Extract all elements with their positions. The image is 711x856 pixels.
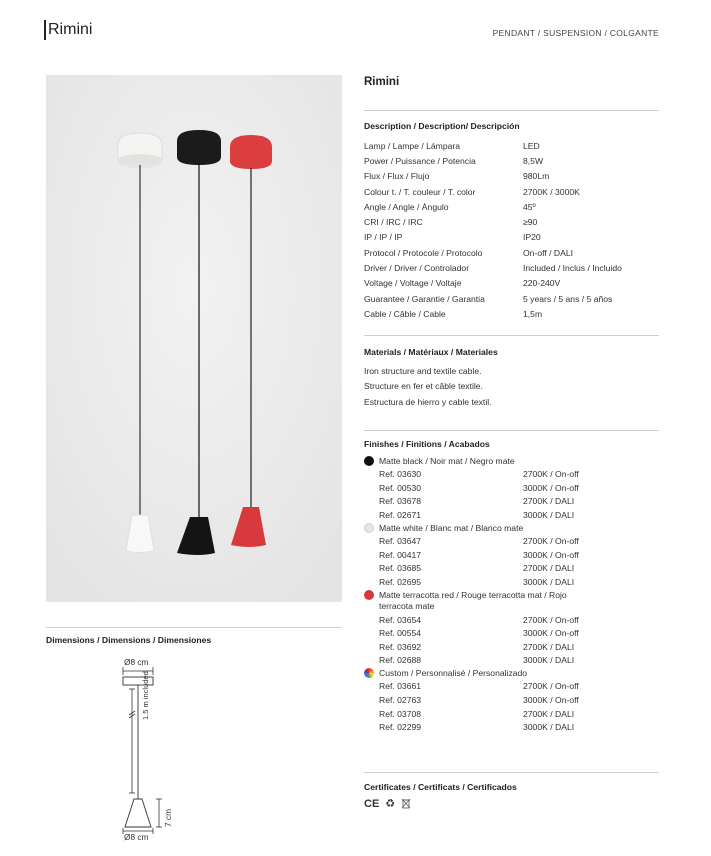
materials-text xyxy=(364,364,492,410)
spec-value: 220-240V xyxy=(523,278,561,289)
ref-code: Ref. 03708 xyxy=(379,708,422,719)
spec-value: ≥90 xyxy=(523,217,538,228)
finish-name: Matte terracotta red / Rouge terracotta mat / Rojo terracota mate xyxy=(379,589,567,612)
materials-title: Materials / Matériaux / Materiales xyxy=(364,347,498,357)
spec-label: Driver / Driver / Controlador xyxy=(364,263,470,274)
finishes-title: Finishes / Finitions / Acabados xyxy=(364,439,490,449)
ref-spec: 2700K / DALI xyxy=(523,563,575,574)
spec-label: Cable / Câble / Cable xyxy=(364,308,446,319)
finish-name: Custom / Personnalisé / Personalizado xyxy=(379,668,528,679)
spec-table xyxy=(364,138,622,322)
spec-label: CRI / IRC / IRC xyxy=(364,217,423,228)
spec-row xyxy=(364,153,622,168)
page-title: Rimini xyxy=(44,20,92,40)
ref-spec: 3000K / On-off xyxy=(523,628,579,639)
spec-value: 8,5W xyxy=(523,155,544,166)
ref-code: Ref. 02688 xyxy=(379,655,422,666)
ref-code: Ref. 02695 xyxy=(379,576,422,587)
shade-height-label: 7 cm xyxy=(163,809,173,827)
ref-code: Ref. 03685 xyxy=(379,563,422,574)
finishes-list xyxy=(364,456,664,735)
ref-row xyxy=(364,626,664,640)
spec-value: 5 years / 5 ans / 5 años xyxy=(523,293,613,304)
materials-line: Iron structure and textile cable. xyxy=(364,366,482,376)
spec-value: On-off / DALI xyxy=(523,247,573,258)
spec-row xyxy=(364,184,622,199)
divider xyxy=(364,772,659,773)
spec-value: IP20 xyxy=(523,232,541,243)
ref-row xyxy=(364,548,664,562)
ref-row xyxy=(364,534,664,548)
spec-value: 1,5m xyxy=(523,308,543,319)
ref-spec: 2700K / On-off xyxy=(523,614,579,625)
ref-spec: 2700K / DALI xyxy=(523,496,575,507)
spec-row xyxy=(364,169,622,184)
ref-row xyxy=(364,654,664,668)
finish-group xyxy=(364,456,664,522)
spec-label: Voltage / Voltage / Voltaje xyxy=(364,278,462,289)
color-swatch-icon xyxy=(364,668,374,678)
spec-row xyxy=(364,245,622,260)
color-swatch-icon xyxy=(364,456,374,466)
finish-group xyxy=(364,523,664,589)
ref-spec: 2700K / On-off xyxy=(523,536,579,547)
ref-code: Ref. 03654 xyxy=(379,614,422,625)
finish-header xyxy=(364,523,664,535)
finish-name: Matte black / Noir mat / Negro mate xyxy=(379,456,515,466)
ref-code: Ref. 03630 xyxy=(379,469,422,480)
ref-row xyxy=(364,495,664,509)
category-label: PENDANT / SUSPENSION / COLGANTE xyxy=(492,28,659,38)
ref-code: Ref. 02299 xyxy=(379,722,422,733)
ref-code: Ref. 02671 xyxy=(379,510,422,521)
canopy-diameter-label: Ø8 cm xyxy=(124,657,149,667)
divider xyxy=(364,430,659,431)
ref-spec: 3000K / DALI xyxy=(523,510,575,521)
ref-row xyxy=(364,640,664,654)
materials-line: Structure en fer et câble textile. xyxy=(364,381,483,392)
ref-spec: 3000K / On-off xyxy=(523,482,579,493)
spec-row xyxy=(364,260,622,275)
spec-value: LED xyxy=(523,140,540,151)
product-name: Rimini xyxy=(364,76,400,88)
ref-row xyxy=(364,680,664,694)
finish-group xyxy=(364,668,664,734)
finish-group xyxy=(364,590,664,667)
weee-bin-icon xyxy=(401,798,411,809)
ref-row xyxy=(364,707,664,721)
cable-length-label: 1.5 m included xyxy=(141,671,150,720)
ref-row xyxy=(364,613,664,627)
spec-value: 45º xyxy=(523,201,536,212)
spec-label: Angle / Angle / Ángulo xyxy=(364,201,449,212)
ref-spec: 3000K / DALI xyxy=(523,576,575,587)
spec-value: 980Lm xyxy=(523,171,550,182)
ref-code: Ref. 00530 xyxy=(379,482,422,493)
spec-row xyxy=(364,291,622,306)
ref-row xyxy=(364,468,664,482)
ref-spec: 2700K / On-off xyxy=(523,681,579,692)
ref-spec: 3000K / DALI xyxy=(523,722,575,733)
spec-row xyxy=(364,230,622,245)
ref-spec: 2700K / DALI xyxy=(523,641,575,652)
ref-spec: 3000K / On-off xyxy=(523,549,579,560)
ref-code: Ref. 03678 xyxy=(379,496,422,507)
shade-diameter-label: Ø8 cm xyxy=(124,832,149,842)
ref-spec: 3000K / DALI xyxy=(523,655,575,666)
ref-row xyxy=(364,720,664,734)
spec-label: IP / IP / IP xyxy=(364,232,403,243)
dimension-drawing xyxy=(110,665,180,845)
spec-row xyxy=(364,214,622,229)
ref-row xyxy=(364,575,664,589)
ref-spec: 3000K / On-off xyxy=(523,695,579,706)
divider xyxy=(364,110,659,111)
ref-row xyxy=(364,508,664,522)
ref-row xyxy=(364,562,664,576)
finish-header xyxy=(364,590,664,613)
finish-header xyxy=(364,668,664,680)
divider xyxy=(364,335,659,336)
recycle-icon: ♻ xyxy=(385,798,396,810)
spec-label: Guarantee / Garantie / Garantia xyxy=(364,293,485,304)
spec-label: Lamp / Lampe / Lámpara xyxy=(364,140,461,151)
ref-code: Ref. 03647 xyxy=(379,536,422,547)
certificates-icons xyxy=(364,797,411,810)
spec-label: Flux / Flux / Flujo xyxy=(364,171,430,182)
finish-name: Matte white / Blanc mat / Blanco mate xyxy=(379,522,524,533)
spec-value: 2700K / 3000K xyxy=(523,186,580,197)
ref-spec: 2700K / DALI xyxy=(523,708,575,719)
spec-row xyxy=(364,138,622,153)
finish-header xyxy=(364,456,664,468)
dimensions-title: Dimensions / Dimensions / Dimensiones xyxy=(46,635,212,645)
spec-row xyxy=(364,276,622,291)
certificates-title: Certificates / Certificats / Certificados xyxy=(364,782,517,792)
ref-spec: 2700K / On-off xyxy=(523,469,579,480)
spec-label: Protocol / Protocole / Protocolo xyxy=(364,247,483,258)
ref-code: Ref. 00417 xyxy=(379,549,422,560)
ref-code: Ref. 02763 xyxy=(379,695,422,706)
spec-row xyxy=(364,199,622,214)
product-photo xyxy=(46,75,342,602)
color-swatch-icon xyxy=(364,590,374,600)
spec-row xyxy=(364,306,622,321)
ref-row xyxy=(364,693,664,707)
pendant-lamps-illustration xyxy=(46,75,342,602)
ref-row xyxy=(364,481,664,495)
ref-code: Ref. 03661 xyxy=(379,681,422,692)
description-title: Description / Description/ Descripción xyxy=(364,121,520,131)
materials-line: Estructura de hierro y cable textil. xyxy=(364,396,492,407)
spec-label: Power / Puissance / Potencia xyxy=(364,155,476,166)
ref-code: Ref. 03692 xyxy=(379,641,422,652)
divider xyxy=(46,627,342,628)
ce-mark-icon: CE xyxy=(364,797,380,810)
spec-value: Included / Inclus / Incluido xyxy=(523,263,622,274)
color-swatch-icon xyxy=(364,523,374,533)
spec-label: Colour t. / T. couleur / T. color xyxy=(364,186,476,197)
ref-code: Ref. 00554 xyxy=(379,628,422,639)
